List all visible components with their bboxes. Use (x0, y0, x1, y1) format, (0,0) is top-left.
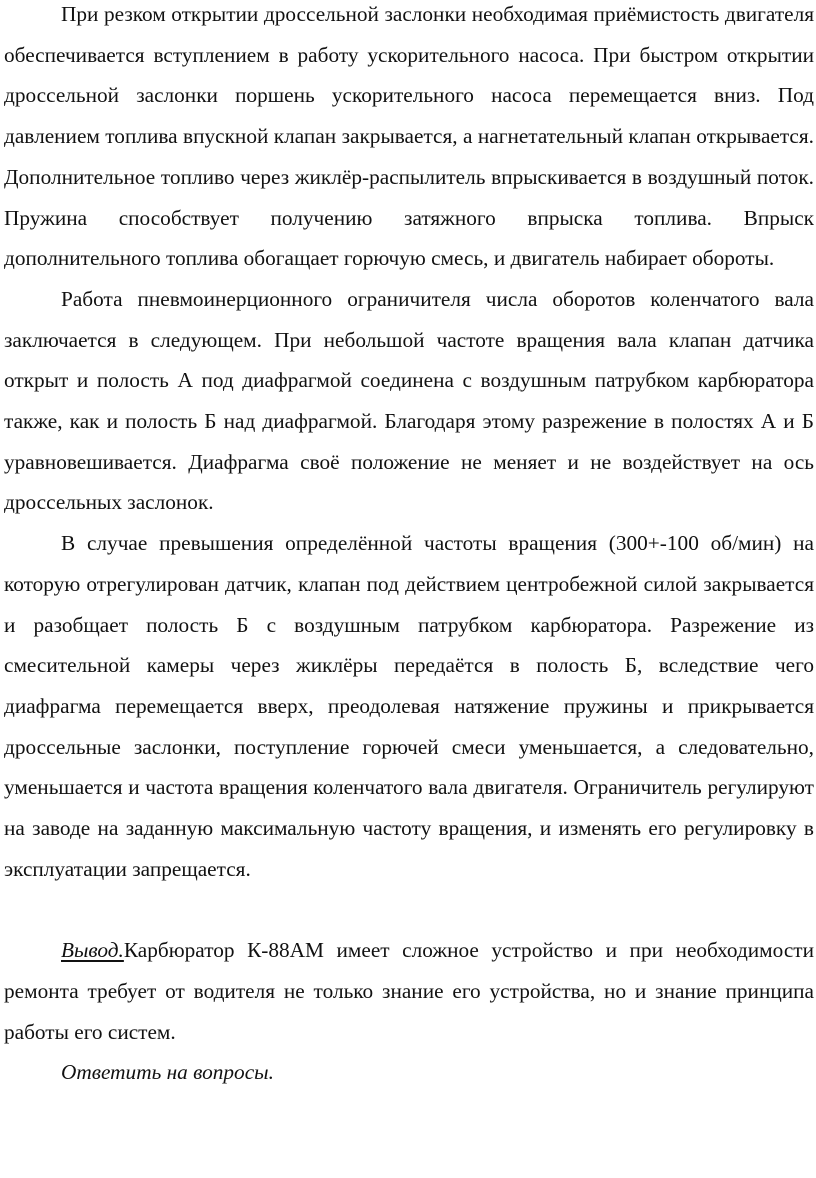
conclusion-text: Карбюратор К-88АМ имеет сложное устройство и при необходимости ремонта требует от водителя не только знание его устройства, но и знание принципа работы его систем. (4, 938, 814, 1044)
document-page (4, 0, 814, 1093)
paragraph-limiter-operation: Работа пневмоинерционного ограничителя числа оборотов коленчатого вала заключается в следующем. При небольшой частоте вращения вала клапан датчика открыт и полость А под диафрагмой соединена с воздушным патрубком карбюратора также, как и полость Б над диафрагмой. Благодаря этому разрежение в полостях А и Б уравновешивается. Диафрагма своё положение не меняет и не воздействует на ось дроссельных заслонок. (4, 286, 814, 515)
conclusion-label: Вывод. (61, 938, 124, 963)
paragraph-accelerator-pump: При резком открытии дроссельной заслонки необходимая приёмистость двигателя обеспечивается вступлением в работу ускорительного насоса. При быстром открытии дроссельной заслонки поршень ускорительного насоса перемещается вниз. Под давлением топлива впускной клапан закрывается, а нагнетательный клапан открывается. Дополнительное топливо через жиклёр-распылитель впрыскивается в воздушный поток. Пружина способствует получению затяжного впрыска топлива. Впрыск дополнительного топлива обогащает горючую смесь, и двигатель набирает обороты. (4, 2, 814, 271)
conclusion-paragraph (4, 930, 814, 1052)
blank-line (4, 889, 814, 930)
paragraph-limiter-overspeed: В случае превышения определённой частоты вращения (300+-100 об/мин) на которую отрегулирован датчик, клапан под действием центробежной силой закрывается и разобщает полость Б с воздушным патрубком карбюратора. Разрежение из смесительной камеры через жиклёры передаётся в полость Б, вследствие чего диафрагма перемещается вверх, преодолевая натяжение пружины и прикрывается дроссельные заслонки, поступление горючей смеси уменьшается, а следовательно, уменьшается и частота вращения коленчатого вала двигателя. Ограничитель регулируют на заводе на заданную максимальную частоту вращения, и изменять его регулировку в эксплуатации запрещается. (4, 531, 814, 881)
questions-heading: Ответить на вопросы. (61, 1060, 274, 1085)
